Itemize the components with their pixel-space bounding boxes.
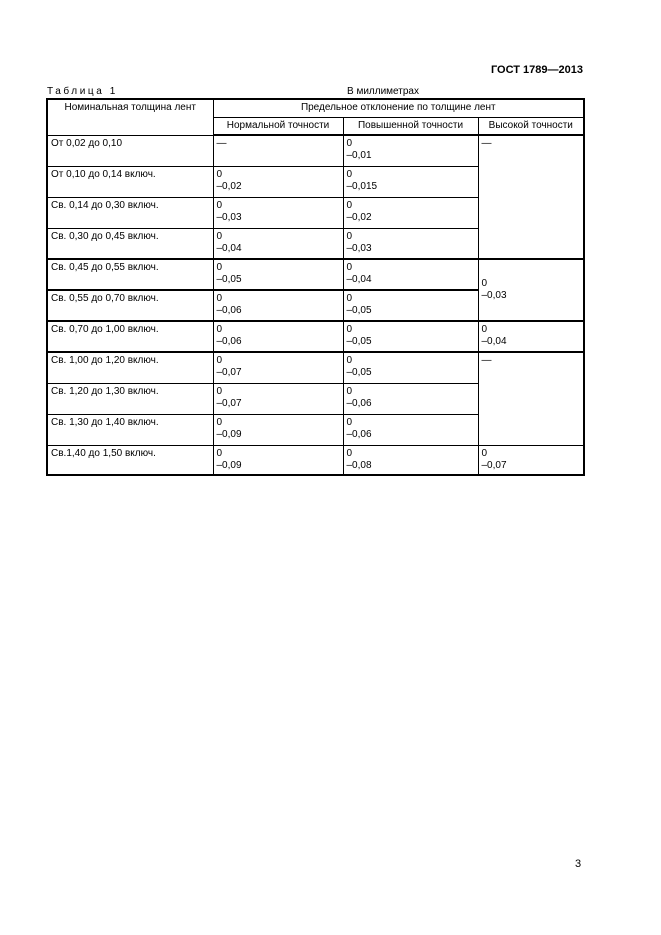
cell-increased: 0 –0,06 [343,414,478,445]
units-note: В миллиметрах [347,86,419,97]
cell-thickness: Св. 0,55 до 0,70 включ. [47,290,213,321]
cell-increased: 0 –0,015 [343,166,478,197]
header-high: Высокой точности [478,117,584,135]
cell-increased: 0 –0,01 [343,135,478,166]
cell-normal: 0 –0,07 [213,383,343,414]
page-number: 3 [575,858,582,870]
table-row [47,135,584,166]
cell-high: 0 –0,07 [478,445,584,475]
header-increased: Повышенной точности [343,117,478,135]
cell-thickness: От 0,02 до 0,10 [47,135,213,166]
cell-high: — [478,352,584,445]
cell-normal: 0 –0,09 [213,414,343,445]
cell-high: 0 –0,04 [478,321,584,352]
cell-normal: 0 –0,04 [213,228,343,259]
table-row [47,259,584,290]
deviation-table [46,98,585,476]
header-normal: Нормальной точности [213,117,343,135]
cell-increased: 0 –0,03 [343,228,478,259]
cell-high: 0 –0,03 [478,259,584,321]
cell-normal: 0 –0,02 [213,166,343,197]
table-row [47,352,584,383]
cell-normal: 0 –0,05 [213,259,343,290]
cell-thickness: Св. 0,30 до 0,45 включ. [47,228,213,259]
cell-increased: 0 –0,08 [343,445,478,475]
cell-thickness: Св. 1,30 до 1,40 включ. [47,414,213,445]
cell-increased: 0 –0,05 [343,290,478,321]
document-code: ГОСТ 1789—2013 [490,64,583,76]
table-caption: Таблица 1 [47,86,118,97]
table-row [47,445,584,475]
cell-normal: 0 –0,07 [213,352,343,383]
table-row [47,321,584,352]
cell-normal: 0 –0,06 [213,290,343,321]
cell-normal: 0 –0,03 [213,197,343,228]
cell-normal: 0 –0,09 [213,445,343,475]
header-thickness: Номинальная толщина лент [47,99,213,135]
header-deviation-group: Предельное отклонение по толщине лент [213,99,584,117]
cell-increased: 0 –0,04 [343,259,478,290]
cell-normal: — [213,135,343,166]
cell-normal: 0 –0,06 [213,321,343,352]
cell-thickness: Св. 0,45 до 0,55 включ. [47,259,213,290]
cell-thickness: Св. 0,70 до 1,00 включ. [47,321,213,352]
cell-increased: 0 –0,05 [343,352,478,383]
cell-thickness: Св. 1,00 до 1,20 включ. [47,352,213,383]
cell-thickness: Св. 1,20 до 1,30 включ. [47,383,213,414]
cell-thickness: Св.1,40 до 1,50 включ. [47,445,213,475]
cell-thickness: Св. 0,14 до 0,30 включ. [47,197,213,228]
cell-thickness: От 0,10 до 0,14 включ. [47,166,213,197]
cell-increased: 0 –0,02 [343,197,478,228]
cell-increased: 0 –0,06 [343,383,478,414]
cell-high: — [478,135,584,259]
cell-increased: 0 –0,05 [343,321,478,352]
